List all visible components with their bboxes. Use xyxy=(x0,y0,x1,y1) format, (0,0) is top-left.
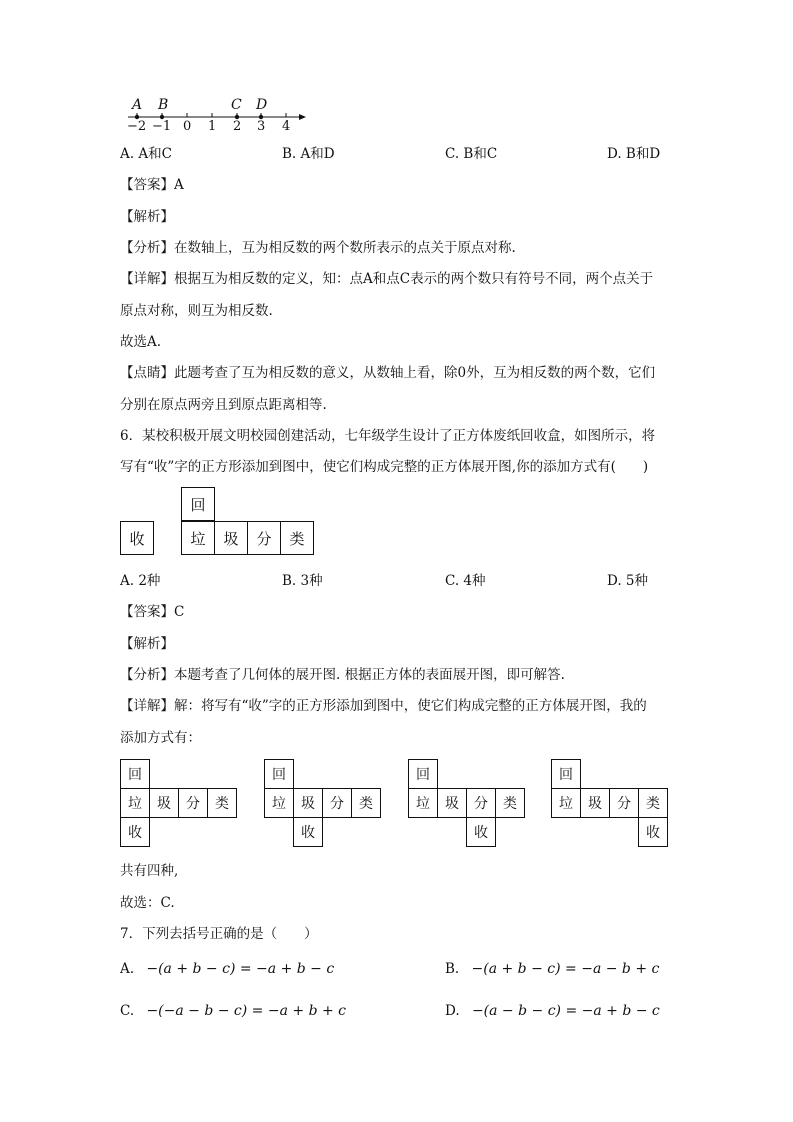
tick-label: 3 xyxy=(257,119,266,134)
tick-label: 4 xyxy=(282,119,291,134)
hui-square: 回 xyxy=(181,487,215,521)
q5-answer: 【答案】A xyxy=(120,177,184,193)
q5-option-d: D. B和D xyxy=(607,146,661,162)
tick-label: 1 xyxy=(208,119,217,134)
q5-jiexi: 【解析】 xyxy=(120,209,174,225)
net-square: 圾 xyxy=(149,788,179,818)
net-square: 分 xyxy=(609,788,639,818)
q6-option-d: D. 5种 xyxy=(607,573,649,589)
q5-option-b: B. A和D xyxy=(282,146,335,162)
net-square: 收 xyxy=(293,817,323,847)
arrow-right-icon xyxy=(299,114,306,120)
number-line-figure xyxy=(120,95,320,135)
q7-option-b-expr: −(a + b − c) = −a − b + c xyxy=(471,961,660,977)
net-square: 垃 xyxy=(551,788,581,818)
label-b: B xyxy=(158,97,169,113)
q7-option-c xyxy=(120,1002,346,1020)
net-square: 回 xyxy=(551,759,581,789)
q7-stem: 7．下列去括号正确的是（ ） xyxy=(120,926,318,942)
q5-dianjing-line1: 【点睛】此题考查了互为相反数的意义，从数轴上看，除0外，互为相反数的两个数，它们 xyxy=(120,365,656,381)
la-square: 垃 xyxy=(181,521,215,555)
q6-jiexi: 【解析】 xyxy=(120,636,174,652)
q6-total: 共有四种, xyxy=(120,863,179,879)
q7-option-d xyxy=(445,1002,660,1020)
net-square: 圾 xyxy=(437,788,467,818)
q6-fenxi: 【分析】本题考查了几何体的展开图. 根据正方体的表面展开图，即可解答. xyxy=(120,667,565,683)
net-square: 圾 xyxy=(293,788,323,818)
q7-option-c-label: C. xyxy=(120,1003,135,1019)
q7-option-a-expr: −(a + b − c) = −a + b − c xyxy=(146,961,335,977)
net-square: 垃 xyxy=(264,788,294,818)
net-square: 回 xyxy=(120,759,150,789)
tick-label: −1 xyxy=(152,119,172,134)
net-square: 收 xyxy=(638,817,668,847)
number-line-ticks xyxy=(137,113,286,117)
shou-square: 收 xyxy=(120,521,154,555)
net-square: 类 xyxy=(638,788,668,818)
q6-option-b: B. 3种 xyxy=(282,573,323,589)
net-square: 收 xyxy=(120,817,150,847)
net-square: 分 xyxy=(466,788,496,818)
net-square: 分 xyxy=(322,788,352,818)
label-c: C xyxy=(231,97,242,113)
net-square: 回 xyxy=(264,759,294,789)
q5-detail-line2: 原点对称，则互为相反数. xyxy=(120,303,273,319)
q5-option-c: C. B和C xyxy=(445,146,498,162)
ji-square: 圾 xyxy=(214,521,248,555)
q6-detail-line1: 【详解】解：将写有“收”字的正方形添加到图中，使它们构成完整的正方体展开图，我的 xyxy=(120,698,647,714)
tick-label: −2 xyxy=(127,119,147,134)
net-square: 收 xyxy=(466,817,496,847)
lei-square: 类 xyxy=(280,521,314,555)
q5-detail-line1: 【详解】根据互为相反数的定义，知：点A和点C表示的两个数只有符号不同，两个点关于 xyxy=(120,271,654,287)
net-square: 类 xyxy=(207,788,237,818)
q7-option-d-expr: −(a − b − c) = −a + b − c xyxy=(471,1003,660,1019)
q6-option-a: A. 2种 xyxy=(120,573,161,589)
tick-label: 0 xyxy=(183,119,192,134)
q7-option-d-label: D. xyxy=(445,1003,460,1019)
net-square: 垃 xyxy=(408,788,438,818)
q6-stem-line2: 写有“收”字的正方形添加到图中，使它们构成完整的正方体展开图,你的添加方式有( ) xyxy=(120,459,649,475)
q6-stem-line1: 6．某校积极开展文明校园创建活动，七年级学生设计了正方体废纸回收盒，如图所示，将 xyxy=(120,428,656,444)
q5-option-a: A. A和C xyxy=(120,146,172,162)
label-d: D xyxy=(256,97,268,113)
q5-choose: 故选A. xyxy=(120,334,162,350)
q7-option-b-label: B. xyxy=(445,961,460,977)
q7-option-b xyxy=(445,960,659,978)
q6-option-c: C. 4种 xyxy=(445,573,486,589)
net-square: 类 xyxy=(351,788,381,818)
net-square: 圾 xyxy=(580,788,610,818)
net-square: 类 xyxy=(495,788,525,818)
q7-option-a xyxy=(120,960,334,978)
q5-fenxi: 【分析】在数轴上，互为相反数的两个数所表示的点关于原点对称. xyxy=(120,240,516,256)
fen-square: 分 xyxy=(247,521,281,555)
tick-label: 2 xyxy=(233,119,242,134)
net-square: 回 xyxy=(408,759,438,789)
q6-choose: 故选：C. xyxy=(120,895,175,911)
q6-detail-line2: 添加方式有： xyxy=(120,730,201,746)
net-square: 分 xyxy=(178,788,208,818)
label-a: A xyxy=(132,97,143,113)
q7-option-c-expr: −(−a − b − c) = −a + b + c xyxy=(146,1003,347,1019)
net-square: 垃 xyxy=(120,788,150,818)
q5-dianjing-line2: 分别在原点两旁且到原点距离相等. xyxy=(120,397,327,413)
q6-answer: 【答案】C xyxy=(120,604,185,620)
q7-option-a-label: A. xyxy=(120,961,135,977)
